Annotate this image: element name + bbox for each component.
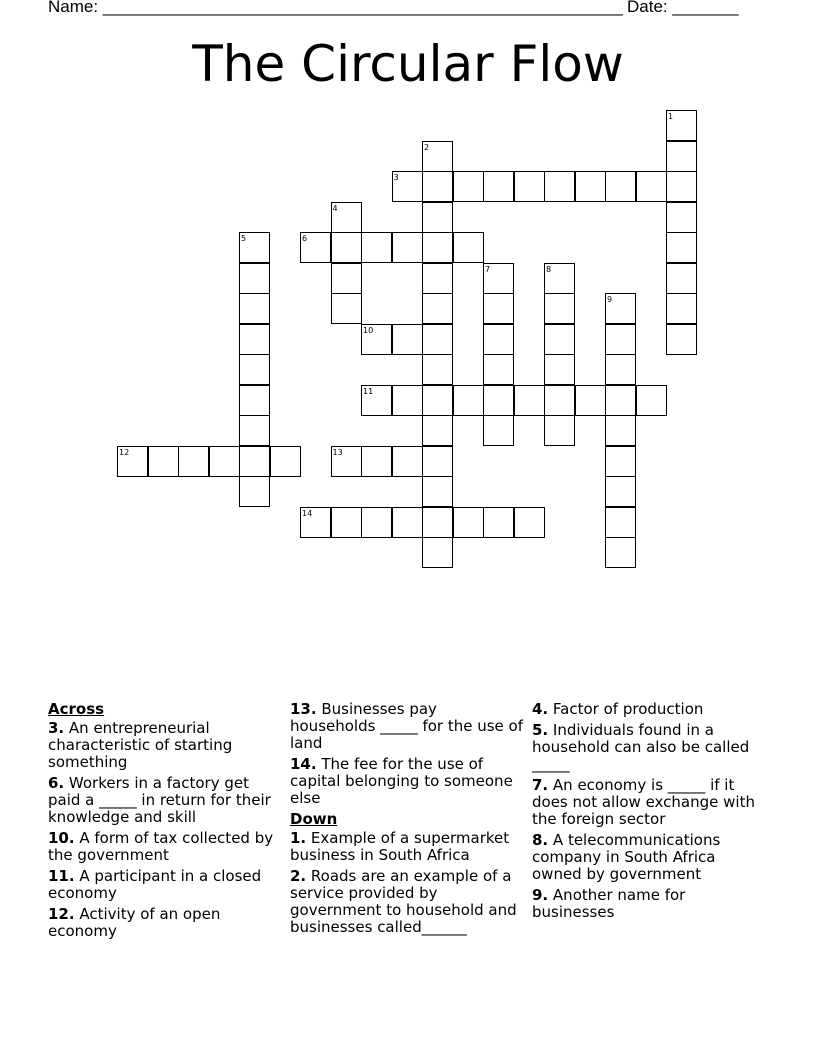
clue-number: 11. [48, 867, 75, 885]
grid-cell[interactable] [270, 446, 301, 477]
clue-column-1 [48, 701, 284, 944]
grid-cell[interactable] [453, 385, 484, 416]
grid-cell[interactable] [666, 141, 697, 172]
grid-cell[interactable] [514, 385, 545, 416]
clue-down-5 [532, 722, 768, 773]
grid-cell[interactable] [422, 171, 453, 202]
cell-number: 1 [668, 112, 674, 121]
clue-number: 8. [532, 831, 549, 849]
down-heading: Down [290, 810, 338, 828]
clue-number: 14. [290, 755, 317, 773]
grid-cell[interactable] [605, 476, 636, 507]
grid-cell[interactable] [544, 171, 575, 202]
clue-across-14 [290, 756, 526, 807]
grid-cell[interactable] [148, 446, 179, 477]
grid-cell[interactable] [666, 293, 697, 324]
clue-down-4 [532, 701, 768, 718]
grid-cell[interactable] [483, 415, 514, 446]
grid-cell[interactable] [422, 263, 453, 294]
grid-cell[interactable] [209, 446, 240, 477]
grid-cell[interactable] [605, 354, 636, 385]
clue-text: An economy is _____ if it does not allow exchange with the foreign sector [532, 776, 755, 828]
grid-cell[interactable] [575, 171, 606, 202]
grid-cell[interactable] [605, 171, 636, 202]
date-field-label: Date: _______ [627, 0, 739, 16]
clue-down-7 [532, 777, 768, 828]
grid-cell[interactable] [239, 385, 270, 416]
clue-across-12 [48, 906, 284, 940]
cell-number: 2 [424, 142, 430, 152]
grid-cell[interactable] [453, 171, 484, 202]
grid-cell[interactable] [422, 324, 453, 355]
grid-cell[interactable] [483, 507, 514, 538]
clue-text: A telecommunications company in South Africa owned by government [532, 831, 721, 883]
grid-cell[interactable] [544, 354, 575, 385]
grid-cell[interactable] [605, 446, 636, 477]
grid-cell[interactable] [422, 354, 453, 385]
grid-cell[interactable] [636, 171, 667, 202]
clue-text: A form of tax collected by the government [48, 829, 274, 864]
grid-cell[interactable] [483, 354, 514, 385]
cell-number: 14 [302, 508, 313, 518]
clue-number: 5. [532, 721, 549, 739]
clue-column-2 [290, 701, 526, 940]
clue-text: Another name for businesses [532, 886, 686, 921]
grid-cell[interactable] [483, 385, 514, 416]
cell-number: 9 [607, 295, 613, 304]
clue-text: Individuals found in a household can also be called _____ [532, 721, 750, 773]
grid-cell[interactable] [636, 385, 667, 416]
grid-cell[interactable] [239, 415, 270, 446]
grid-cell[interactable] [483, 171, 514, 202]
grid-cell[interactable] [605, 507, 636, 538]
cell-number: 3 [393, 173, 399, 182]
cell-number: 4 [332, 203, 338, 213]
grid-cell[interactable] [392, 446, 423, 477]
grid-cell[interactable] [666, 263, 697, 294]
grid-cell[interactable] [422, 537, 453, 568]
across-heading: Across [48, 700, 105, 718]
grid-cell[interactable] [544, 415, 575, 446]
clue-text: Example of a supermarket business in South Africa [290, 829, 510, 864]
page-title: The Circular Flow [192, 35, 624, 93]
grid-cell[interactable] [331, 232, 362, 263]
grid-cell[interactable] [361, 232, 392, 263]
grid-cell[interactable] [666, 232, 697, 263]
clue-number: 9. [532, 886, 549, 904]
grid-cell[interactable] [422, 476, 453, 507]
clue-number: 1. [290, 829, 307, 847]
clue-number: 2. [290, 867, 307, 885]
grid-cell[interactable] [575, 385, 606, 416]
grid-cell[interactable] [483, 324, 514, 355]
clue-text: Workers in a factory get paid a _____ in return for their knowledge and skill [48, 774, 271, 826]
grid-cell[interactable] [544, 293, 575, 324]
clue-down-2 [290, 868, 526, 936]
grid-cell[interactable] [422, 232, 453, 263]
clue-number: 3. [48, 719, 65, 737]
grid-cell[interactable] [239, 446, 270, 477]
grid-cell[interactable] [239, 263, 270, 294]
grid-cell[interactable] [422, 202, 453, 233]
grid-cell[interactable] [361, 507, 392, 538]
cell-number: 7 [485, 264, 491, 274]
grid-cell[interactable] [392, 232, 423, 263]
grid-cell[interactable] [361, 446, 392, 477]
grid-cell[interactable] [605, 415, 636, 446]
grid-cell[interactable] [331, 293, 362, 324]
grid-cell[interactable] [422, 293, 453, 324]
clue-text: Roads are an example of a service provided by government to household and businesses called______ [290, 867, 517, 936]
grid-cell[interactable] [453, 232, 484, 263]
grid-cell[interactable] [544, 385, 575, 416]
clue-across-11 [48, 868, 284, 902]
clue-number: 12. [48, 905, 75, 923]
grid-cell[interactable] [422, 446, 453, 477]
cell-number: 5 [241, 234, 247, 243]
grid-cell[interactable] [605, 385, 636, 416]
clue-down-8 [532, 832, 768, 883]
grid-cell[interactable] [483, 293, 514, 324]
clue-down-9 [532, 887, 768, 921]
name-field-label: Name: _______________________________________________________ [48, 0, 623, 16]
grid-cell[interactable] [239, 354, 270, 385]
grid-cell[interactable] [514, 507, 545, 538]
clue-across-6 [48, 775, 284, 826]
grid-cell[interactable] [605, 324, 636, 355]
cell-number: 10 [363, 325, 374, 335]
clue-down-1 [290, 830, 526, 864]
grid-cell[interactable] [392, 385, 423, 416]
clue-column-3 [532, 701, 768, 925]
grid-cell[interactable] [666, 171, 697, 202]
cell-number: 12 [119, 447, 130, 457]
clue-number: 10. [48, 829, 75, 847]
grid-cell[interactable] [422, 385, 453, 416]
grid-cell[interactable] [422, 415, 453, 446]
cell-number: 13 [332, 447, 343, 457]
clue-text: Factor of production [552, 700, 704, 718]
clue-text: Businesses pay households _____ for the use of land [290, 700, 524, 752]
clue-number: 7. [532, 776, 549, 794]
clue-text: An entrepreneurial characteristic of starting something [48, 719, 233, 771]
clue-text: A participant in a closed economy [48, 867, 262, 902]
grid-cell[interactable] [666, 202, 697, 233]
clue-number: 13. [290, 700, 317, 718]
grid-cell[interactable] [239, 476, 270, 507]
grid-cell[interactable] [239, 293, 270, 324]
grid-cell[interactable] [239, 324, 270, 355]
clue-number: 4. [532, 700, 549, 718]
grid-cell[interactable] [331, 507, 362, 538]
grid-cell[interactable] [331, 263, 362, 294]
grid-cell[interactable] [422, 507, 453, 538]
grid-cell[interactable] [392, 324, 423, 355]
cell-number: 6 [302, 234, 308, 243]
grid-cell[interactable] [514, 171, 545, 202]
clue-number: 6. [48, 774, 65, 792]
grid-cell[interactable] [178, 446, 209, 477]
grid-cell[interactable] [544, 324, 575, 355]
clue-text: The fee for the use of capital belonging to someone else [290, 755, 513, 807]
clue-across-3 [48, 720, 284, 771]
clue-across-13 [290, 701, 526, 752]
clue-text: Activity of an open economy [48, 905, 221, 940]
cell-number: 11 [363, 386, 374, 396]
clue-across-10 [48, 830, 284, 864]
grid-cell[interactable] [605, 537, 636, 568]
cell-number: 8 [546, 264, 552, 274]
grid-cell[interactable] [666, 324, 697, 355]
grid-cell[interactable] [453, 507, 484, 538]
grid-cell[interactable] [392, 507, 423, 538]
